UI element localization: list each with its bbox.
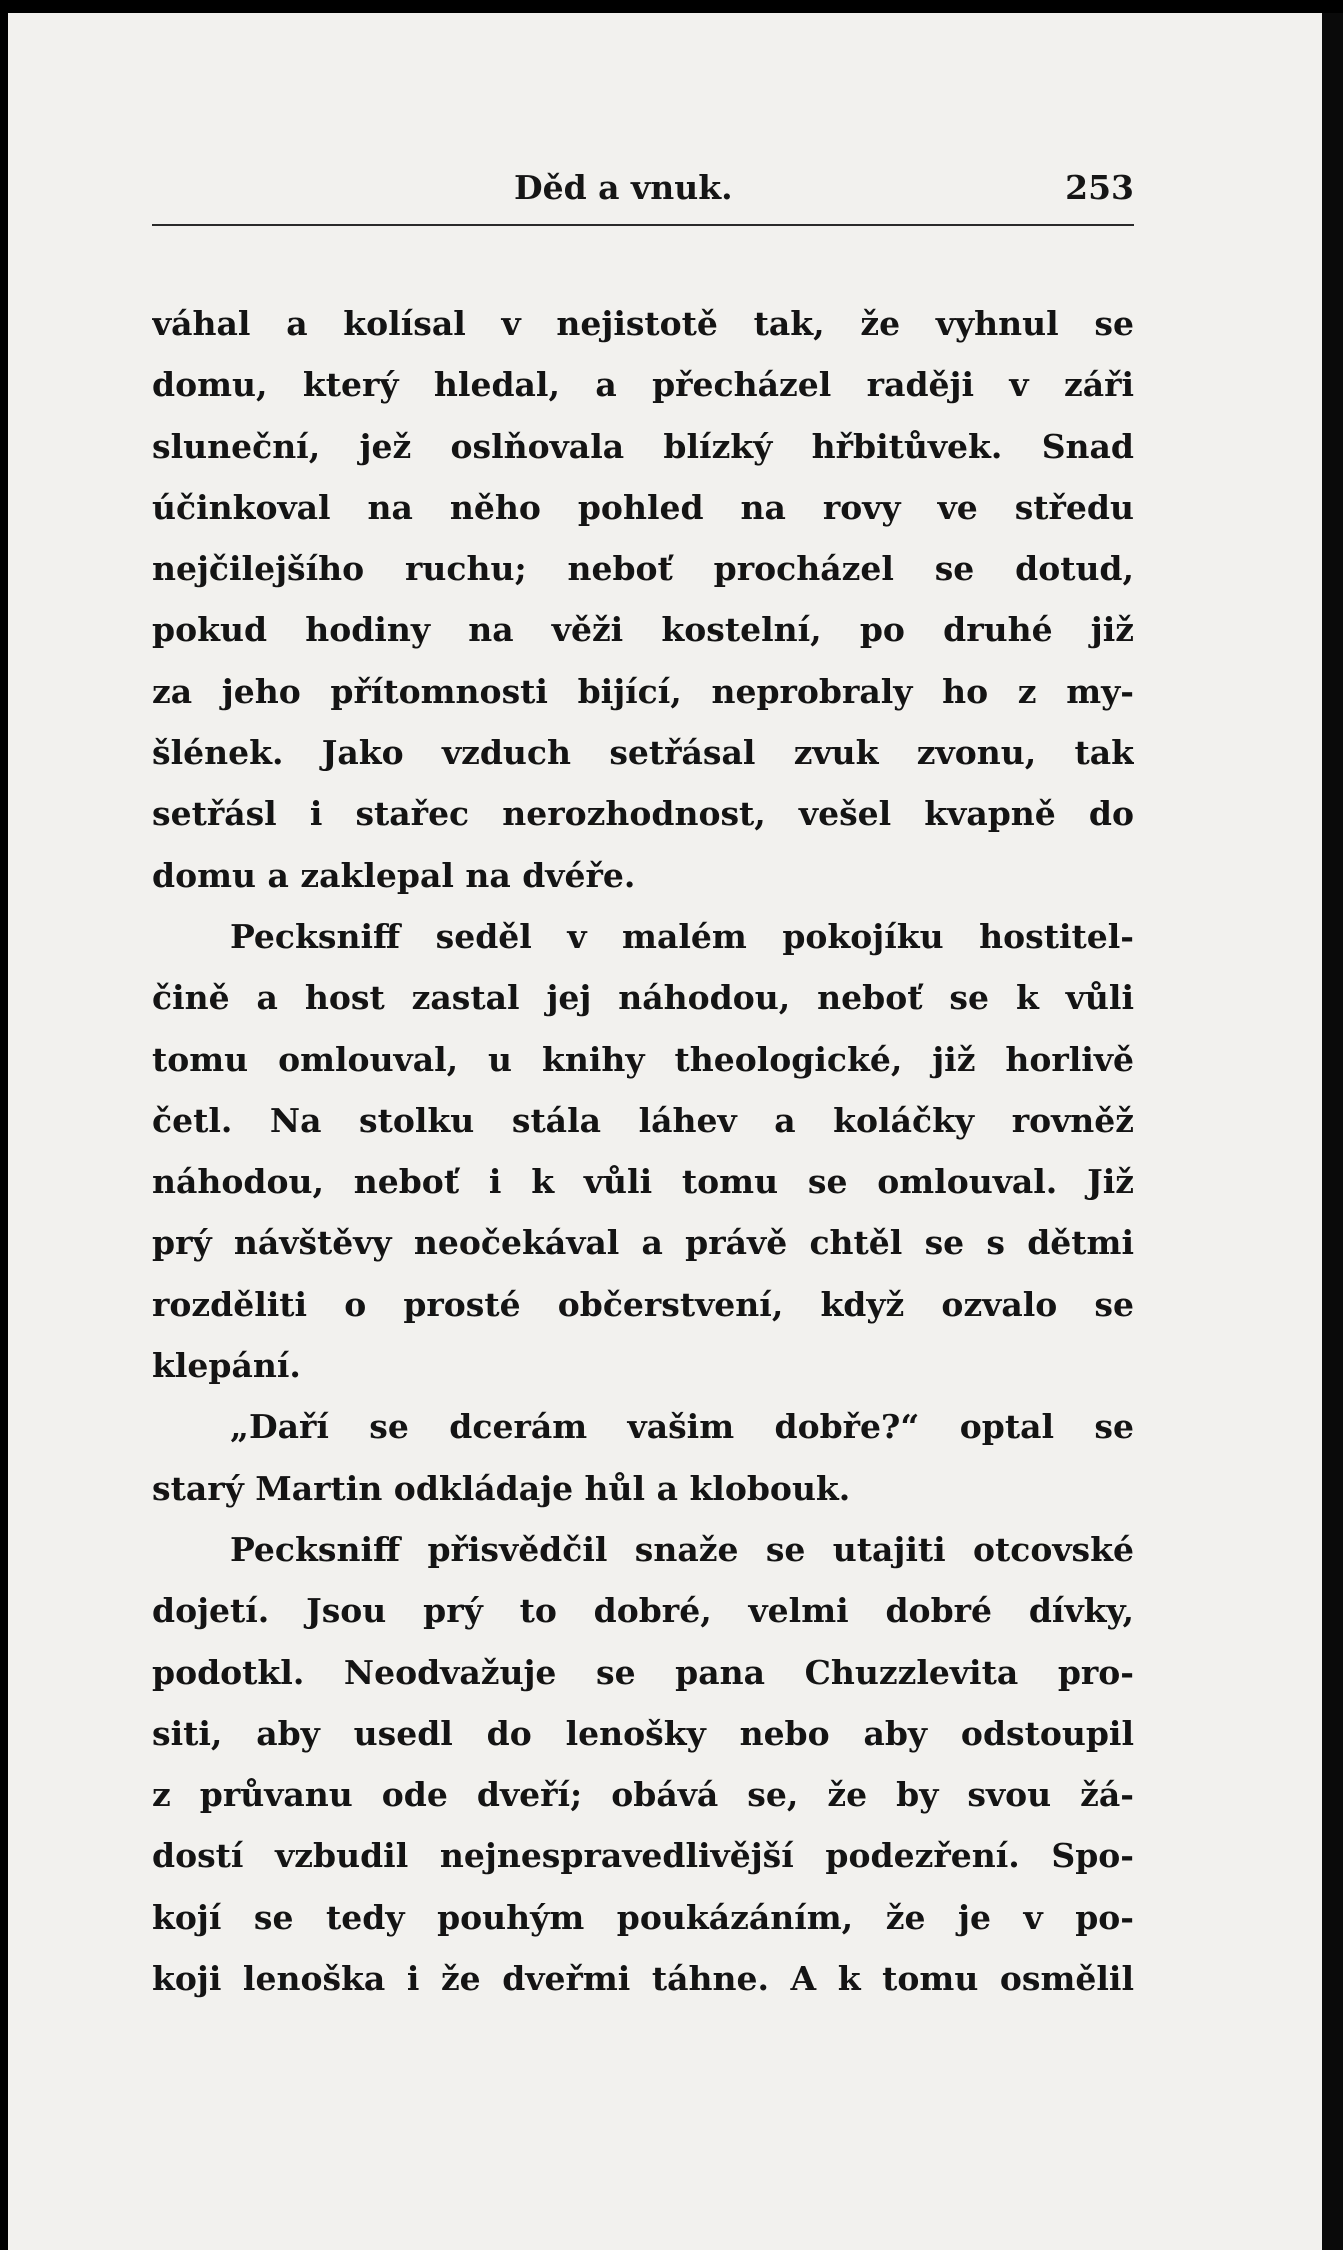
text-line: prý návštěvy neočekával a právě chtěl se s dětmi xyxy=(152,1223,1134,1263)
text-line: rozděliti o prosté občerstvení, když ozvalo se xyxy=(152,1284,1134,1324)
page-edge-shadow xyxy=(1322,13,1343,2250)
text-line: účinkoval na něho pohled na rovy ve středu xyxy=(152,487,1134,527)
paragraph xyxy=(152,1519,1134,2009)
text-line: starý Martin odkládaje hůl a klobouk. xyxy=(152,1468,851,1508)
text-line: Pecksniff přisvědčil snaže se utajiti otcovské xyxy=(230,1529,1134,1569)
text-line: dojetí. Jsou prý to dobré, velmi dobré dívky, xyxy=(152,1591,1134,1631)
text-line: kojí se tedy pouhým poukázáním, že je v po- xyxy=(152,1897,1134,1937)
text-line: siti, aby usedl do lenošky nebo aby odstoupil xyxy=(152,1713,1134,1753)
paragraph xyxy=(152,293,1134,906)
text-line: z průvanu ode dveří; obává se, že by svou žá- xyxy=(152,1775,1134,1815)
running-title: Děd a vnuk. xyxy=(514,168,733,207)
text-line: domu, který hledal, a přecházel raději v záři xyxy=(152,365,1134,405)
text-line: čině a host zastal jej náhodou, neboť se k vůli xyxy=(152,978,1134,1018)
page-number: 253 xyxy=(1065,168,1134,207)
text-line: nejčilejšího ruchu; neboť procházel se dotud, xyxy=(152,549,1134,589)
paragraph xyxy=(152,1396,1134,1519)
text-line: setřásl i stařec nerozhodnost, vešel kvapně do xyxy=(152,794,1134,834)
text-line: váhal a kolísal v nejistotě tak, že vyhnul se xyxy=(152,304,1134,343)
text-line: domu a zaklepal na dvéře. xyxy=(152,855,636,895)
text-line: pokud hodiny na věži kostelní, po druhé již xyxy=(152,610,1134,650)
text-line: četl. Na stolku stála láhev a koláčky rovněž xyxy=(152,1100,1134,1140)
text-line: za jeho přítomnosti bijící, neprobraly ho z my- xyxy=(152,671,1134,711)
paragraph xyxy=(152,906,1134,1396)
text-line: koji lenoška i že dveřmi táhne. A k tomu osmělil xyxy=(152,1959,1134,1999)
page-header xyxy=(152,168,1134,218)
text-line: náhodou, neboť i k vůli tomu se omlouval. Již xyxy=(152,1162,1134,1202)
text-line: dostí vzbudil nejnespravedlivější podezření. Spo- xyxy=(152,1836,1134,1876)
header-rule xyxy=(152,224,1134,226)
text-line: sluneční, jež oslňovala blízký hřbitůvek. Snad xyxy=(152,426,1134,466)
text-line: „Daří se dcerám vašim dobře?“ optal se xyxy=(230,1407,1134,1447)
text-line: podotkl. Neodvažuje se pana Chuzzlevita pro- xyxy=(152,1652,1134,1692)
text-line: klepání. xyxy=(152,1346,301,1386)
body-text xyxy=(152,293,1134,2009)
text-line: Pecksniff seděl v malém pokojíku hostitel- xyxy=(230,916,1134,956)
text-line: tomu omlouval, u knihy theologické, již horlivě xyxy=(152,1039,1134,1079)
text-line: šlének. Jako vzduch setřásal zvuk zvonu, tak xyxy=(152,733,1134,773)
